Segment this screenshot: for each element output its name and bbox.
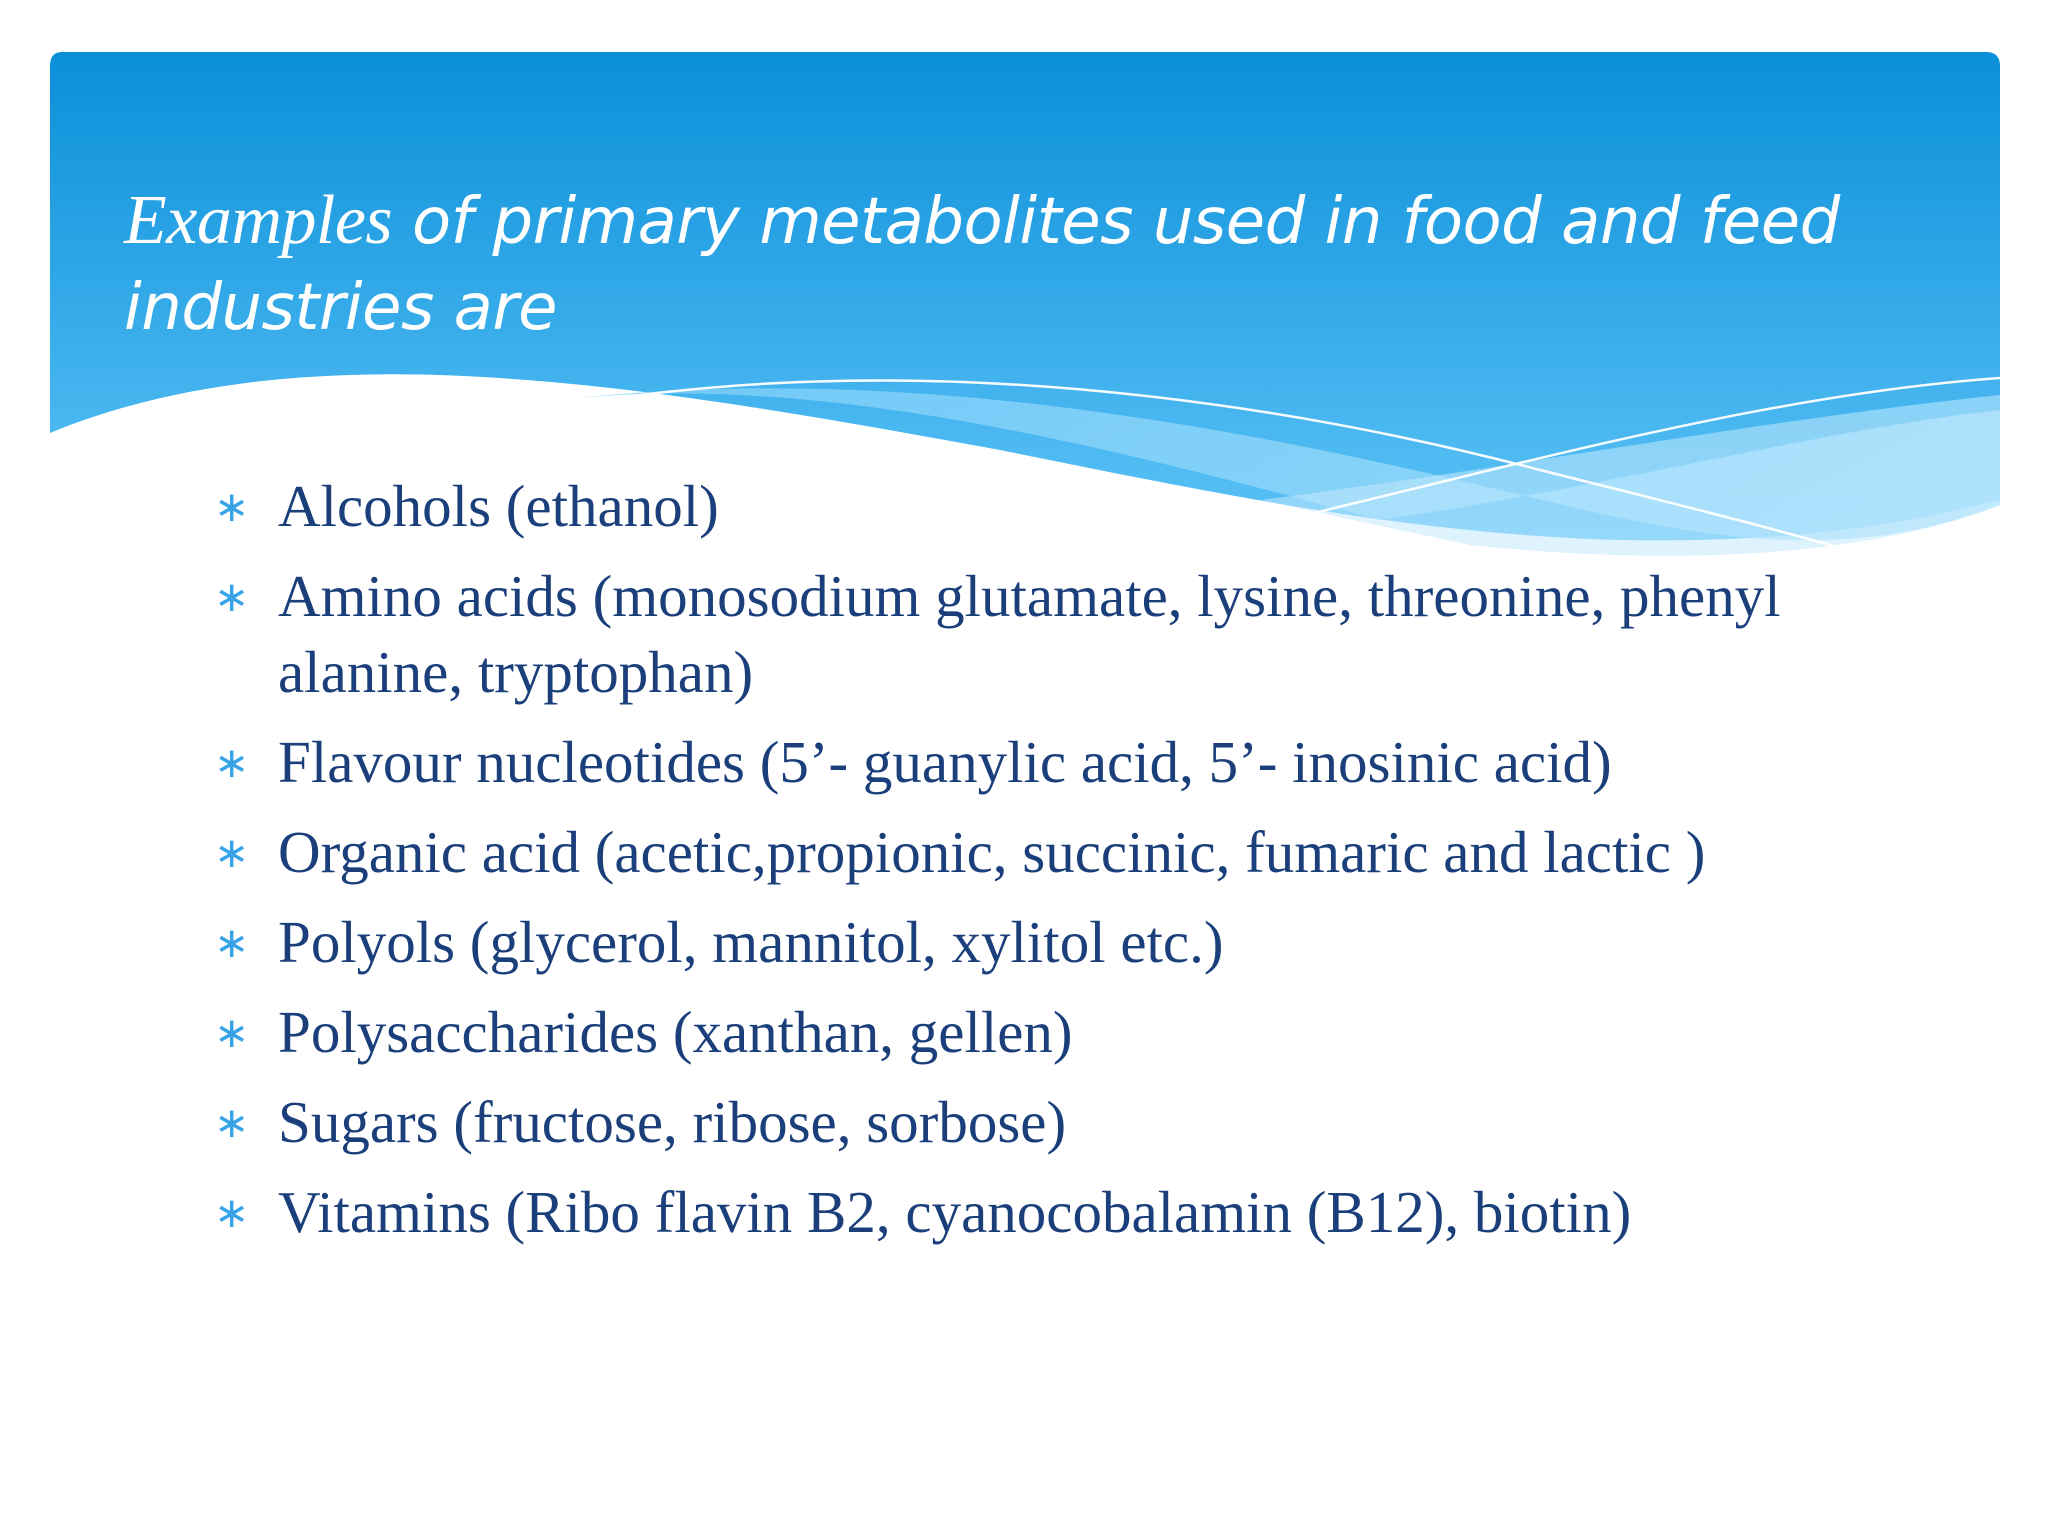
list-item-text: Amino acids (monosodium glutamate, lysine, threonine, phenyl alanine, tryptophan): [278, 563, 1781, 705]
asterisk-icon: ∗: [214, 572, 250, 621]
asterisk-icon: ∗: [214, 828, 250, 877]
metabolite-list: [214, 468, 1914, 1264]
list-item-text: Sugars (fructose, ribose, sorbose): [278, 1089, 1067, 1155]
asterisk-icon: ∗: [214, 918, 250, 967]
list-item-text: Polyols (glycerol, mannitol, xylitol etc.): [278, 909, 1224, 975]
title-lead: Examples: [124, 182, 393, 259]
title-rest: of primary metabolites used in food and feed industries are: [124, 185, 1840, 345]
asterisk-icon: ∗: [214, 1008, 250, 1057]
list-item: [214, 468, 1914, 544]
asterisk-icon: ∗: [214, 1098, 250, 1147]
list-item: [214, 1084, 1914, 1160]
list-item: [214, 904, 1914, 980]
list-item: [214, 994, 1914, 1070]
slide-title: [124, 178, 1944, 351]
list-item: [214, 1174, 1914, 1250]
list-item-text: Organic acid (acetic,propionic, succinic, fumaric and lactic ): [278, 819, 1706, 885]
asterisk-icon: ∗: [214, 1188, 250, 1237]
asterisk-icon: ∗: [214, 482, 250, 531]
asterisk-icon: ∗: [214, 738, 250, 787]
list-item-text: Flavour nucleotides (5’- guanylic acid, 5’- inosinic acid): [278, 729, 1612, 795]
list-item: [214, 814, 1914, 890]
list-item-text: Vitamins (Ribo flavin B2, cyanocobalamin (B12), biotin): [278, 1179, 1632, 1245]
list-item: [214, 724, 1914, 800]
list-item-text: Polysaccharides (xanthan, gellen): [278, 999, 1073, 1065]
list-item: [214, 558, 1914, 710]
list-item-text: Alcohols (ethanol): [278, 473, 719, 539]
